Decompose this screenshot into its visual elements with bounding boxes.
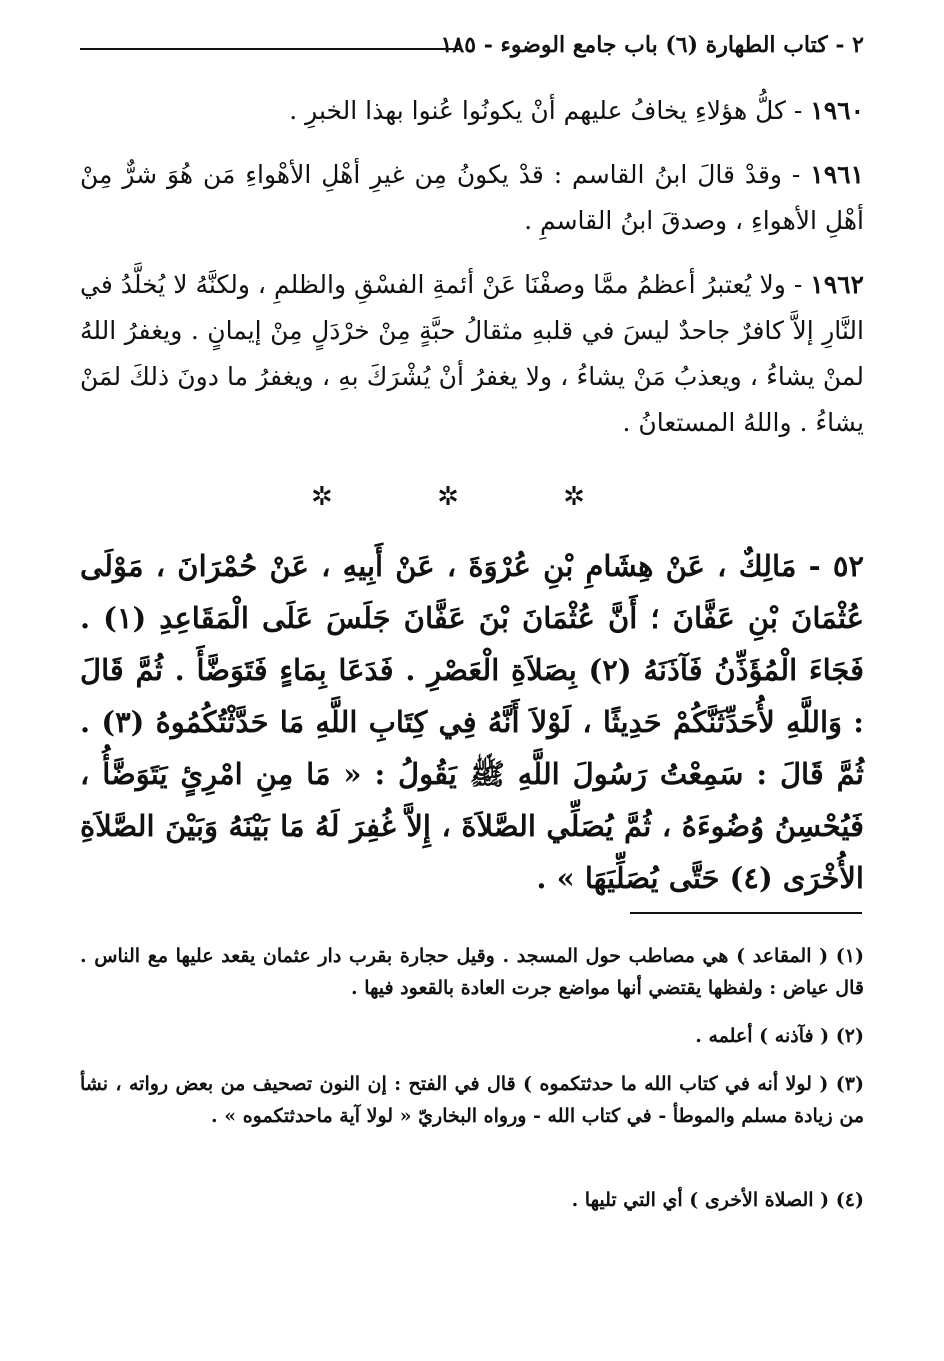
paragraph-number: ١٩٦٠ (810, 96, 864, 125)
running-title: ٢ - كتاب الطهارة (٦) باب جامع الوضوء - ١٨٥ (440, 32, 864, 58)
paragraph-text: ولا يُعتبرُ أعظمُ ممَّا وصفْنَا عَنْ أئمةِ الفسْقِ والظلمِ ، ولكنَّهُ لا يُخلَّدُ في النَّارِ إلاَّ كافرٌ جاحدٌ ليسَ في قلبهِ مثقالُ حبَّةٍ مِنْ خرْدَلٍ مِنْ إيمانٍ . ويغفرُ اللهُ لمنْ يشاءُ ، ويعذبُ مَنْ يشاءُ ، ولا يغفرُ أنْ يُشْرَكَ بهِ ، ويغفرُ ما دونَ ذلكَ لمَنْ يشاءُ . واللهُ المستعانُ . (80, 270, 864, 437)
dash: - (785, 270, 803, 299)
hadith-number: ٥٢ (832, 549, 864, 583)
footnote-2: (٢) ( فآذنه ) أعلمه . (695, 1025, 864, 1047)
header-rule (80, 48, 460, 50)
paragraph-1960 (80, 88, 864, 134)
paragraph-text: وقدْ قالَ ابنُ القاسم : قدْ يكونُ مِن غيرِ أهْلِ الأهْواءِ مَن هُوَ شرٌّ مِنْ أهْلِ الأهواءِ ، وصدقَ ابنُ القاسمِ . (80, 160, 864, 235)
dash: - (782, 160, 801, 189)
paragraph-1961 (80, 152, 864, 244)
hadith-text: مَالِكٌ ، عَنْ هِشَامِ بْنِ عُرْوَةَ ، عَنْ أَبِيهِ ، عَنْ حُمْرَانَ ، مَوْلَى عُثْمَانَ بْنِ عَفَّانَ ؛ أَنَّ عُثْمَانَ بْنَ عَفَّانَ جَلَسَ عَلَى الْمَقَاعِدِ (١) . فَجَاءَ الْمُؤَذِّنُ فَآذَنَهُ (٢) بِصَلاَةِ الْعَصْرِ . فَدَعَا بِمَاءٍ فَتَوَضَّأَ . ثُمَّ قَالَ : وَاللَّهِ لأُحَدِّثَنَّكُمْ حَدِيثًا ، لَوْلاَ أَنَّهُ فِي كِتَابِ اللَّهِ مَا حَدَّثْتُكُمُوهُ (٣) . ثُمَّ قَالَ : سَمِعْتُ رَسُولَ اللَّهِ ﷺ يَقُولُ : « مَا مِنِ امْرِئٍ يَتَوَضَّأُ ، فَيُحْسِنُ وُضُوءَهُ ، ثُمَّ يُصَلِّي الصَّلاَةَ ، إِلاَّ غُفِرَ لَهُ مَا بَيْنَهُ وَبَيْنَ الصَّلاَةِ الأُخْرَى (٤) حَتَّى يُصَلِّيَهَا » . (80, 549, 865, 895)
paragraph-number: ١٩٦٢ (810, 270, 864, 299)
footnote-1: (١) ( المقاعد ) هي مصاطب حول المسجد . وقيل حجارة بقرب دار عثمان يقعد عليها مع الناس . قال عياض : ولفظها يقتضي أنها مواضع جرت العادة بالقعود فيها . (80, 945, 864, 999)
section-separator: ✲ ✲ ✲ (311, 482, 633, 512)
footnote-3: (٣) ( لولا أنه في كتاب الله ما حدثتكموه ) قال في الفتح : إن النون تصحيف من بعض رواته ، نشأ من زيادة مسلم والموطأ - في كتاب الله - ورواه البخاريّ « لولا آية ماحدثتكموه » . (80, 1073, 864, 1127)
paragraph-1962 (80, 262, 864, 446)
footnote-4: (٤) ( الصلاة الأخرى ) أي التي تليها . (571, 1189, 864, 1211)
footnote-rule (630, 912, 862, 914)
hadith-52 (80, 540, 864, 904)
running-header (80, 28, 864, 68)
paragraph-text: كلُّ هؤلاءِ يخافُ عليهم أنْ يكونُوا عُنوا بهذا الخبرِ . (289, 96, 786, 125)
dash: - (785, 96, 803, 125)
paragraph-number: ١٩٦١ (810, 160, 864, 189)
dash: - (796, 549, 821, 583)
